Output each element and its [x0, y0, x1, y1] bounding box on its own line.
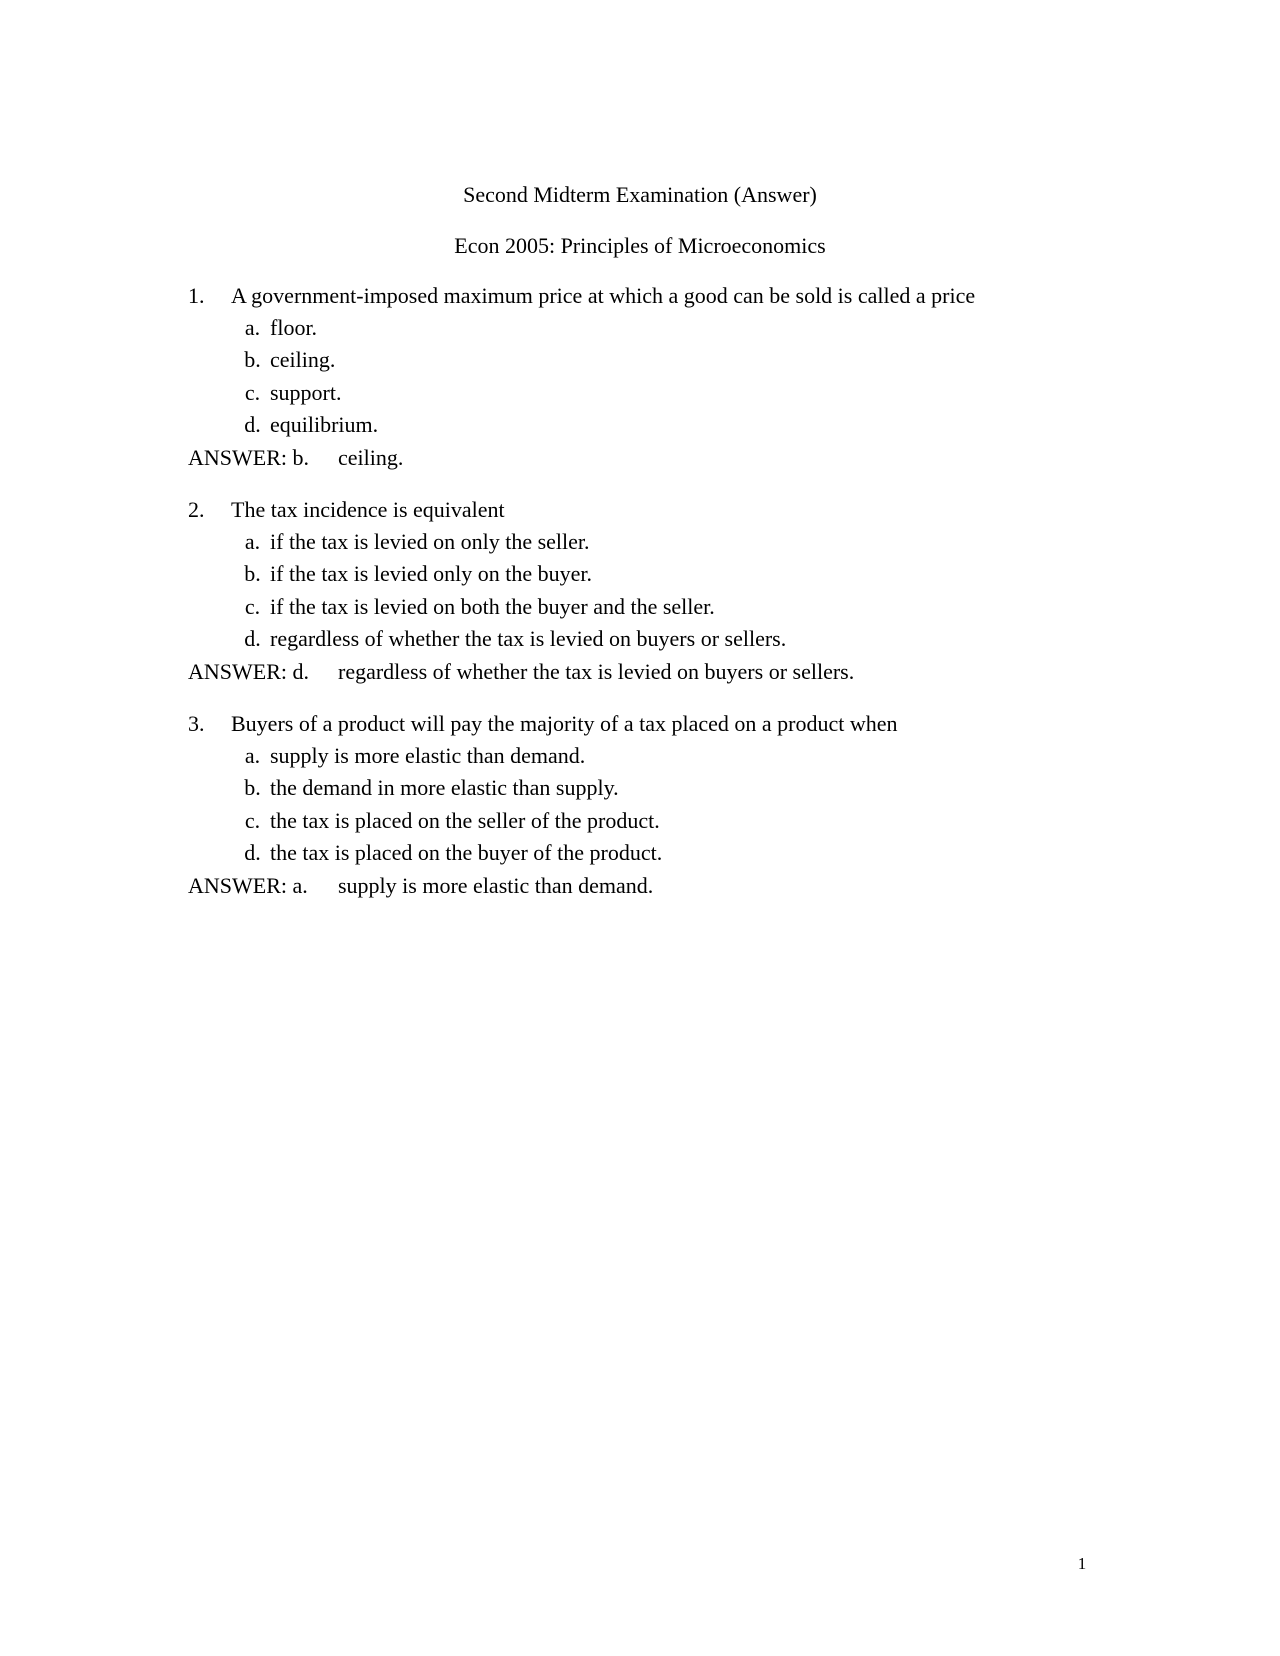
question-3	[188, 708, 1088, 902]
answer-line	[188, 442, 1088, 474]
option-a	[188, 526, 1088, 558]
question-1	[188, 280, 1088, 474]
option-b	[188, 772, 1088, 804]
question-number: 3.	[188, 711, 205, 736]
option-letter: c.	[244, 593, 261, 619]
question-text: A government-imposed maximum price at which a good can be sold is called a price	[231, 283, 976, 308]
answer-text: supply is more elastic than demand.	[338, 872, 654, 898]
course-subtitle: Econ 2005: Principles of Microeconomics	[454, 233, 826, 258]
option-c	[188, 591, 1088, 623]
answer-line	[188, 870, 1088, 902]
option-letter: d.	[244, 626, 261, 652]
option-b	[188, 558, 1088, 590]
option-d	[188, 409, 1088, 441]
answer-text: regardless of whether the tax is levied on buyers or sellers.	[338, 658, 855, 684]
answer-text: ceiling.	[338, 444, 404, 470]
question-2	[188, 494, 1088, 688]
document-title: Second Midterm Examination (Answer)	[463, 182, 817, 207]
option-text: the demand in more elastic than supply.	[270, 775, 619, 801]
option-letter: b.	[244, 561, 261, 587]
option-text: if the tax is levied only on the buyer.	[270, 561, 592, 587]
question-stem	[188, 708, 1088, 740]
option-d	[188, 837, 1088, 869]
option-text: equilibrium.	[270, 412, 379, 438]
answer-label: ANSWER: d.	[188, 658, 309, 684]
option-letter: d.	[244, 840, 261, 866]
option-letter: a.	[244, 529, 261, 554]
question-text: The tax incidence is equivalent	[231, 497, 505, 522]
option-text: the tax is placed on the buyer of the product.	[270, 840, 663, 866]
option-text: if the tax is levied on both the buyer and the seller.	[270, 593, 715, 619]
option-d	[188, 623, 1088, 655]
option-c	[188, 377, 1088, 409]
option-c	[188, 805, 1088, 837]
question-stem	[188, 280, 1088, 312]
page-number: 1	[1077, 1554, 1087, 1573]
option-text: regardless of whether the tax is levied on buyers or sellers.	[270, 626, 787, 652]
option-text: ceiling.	[270, 347, 336, 373]
option-text: the tax is placed on the seller of the product.	[270, 807, 660, 833]
answer-line	[188, 656, 1088, 688]
option-letter: b.	[244, 775, 261, 801]
option-b	[188, 344, 1088, 376]
option-letter: a.	[244, 315, 261, 340]
option-text: support.	[270, 379, 342, 405]
option-text: if the tax is levied on only the seller.	[270, 529, 590, 554]
question-number: 2.	[188, 497, 205, 522]
option-letter: d.	[244, 412, 261, 438]
question-text: Buyers of a product will pay the majority of a tax placed on a product when	[231, 711, 898, 736]
option-letter: b.	[244, 347, 261, 373]
answer-label: ANSWER: a.	[188, 872, 308, 898]
option-letter: c.	[244, 807, 261, 833]
option-letter: a.	[244, 743, 261, 768]
question-number: 1.	[188, 283, 205, 308]
question-stem	[188, 494, 1088, 526]
option-text: floor.	[270, 315, 318, 340]
option-text: supply is more elastic than demand.	[270, 743, 586, 768]
answer-label: ANSWER: b.	[188, 444, 309, 470]
option-a	[188, 740, 1088, 772]
option-letter: c.	[244, 379, 261, 405]
option-a	[188, 312, 1088, 344]
